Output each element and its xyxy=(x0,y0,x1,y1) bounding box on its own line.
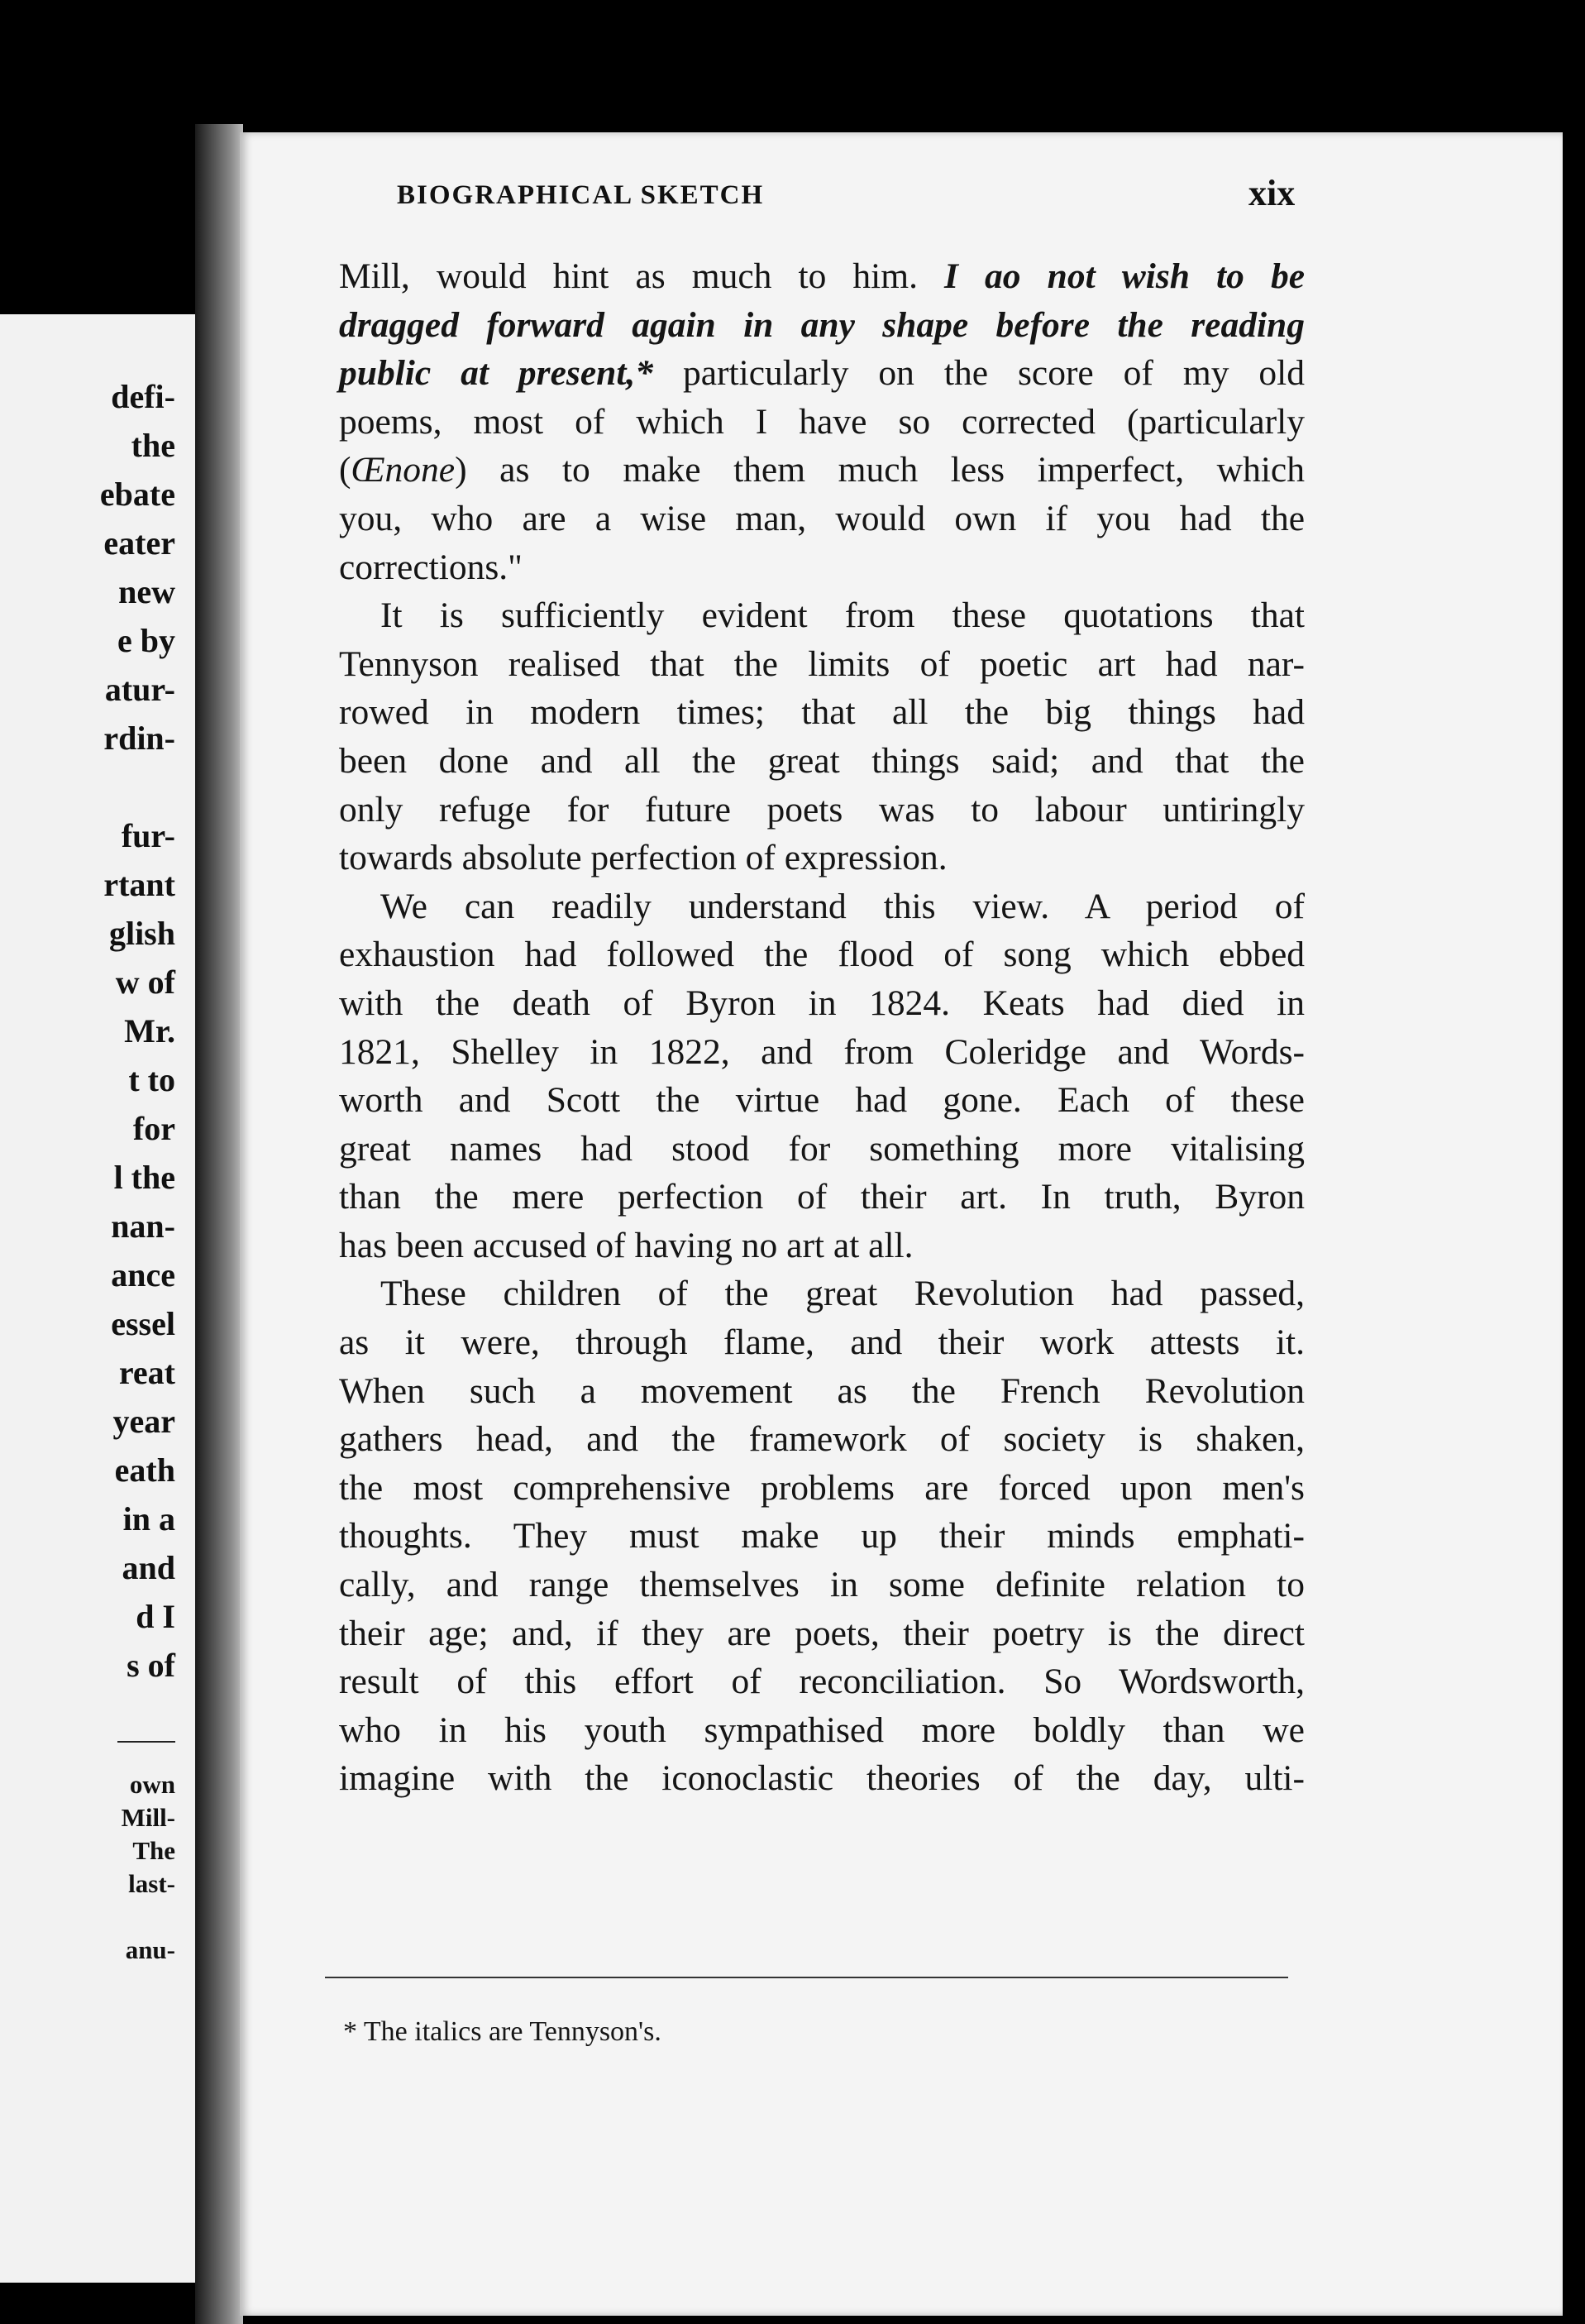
text-line: These children of the great Revolution had passed, xyxy=(380,1274,1305,1314)
left-text-line: and xyxy=(122,1549,175,1586)
left-text-line: fur- xyxy=(121,817,175,854)
text-line: cally, and range themselves in some definite relation to xyxy=(339,1565,1305,1605)
left-text-line: atur- xyxy=(104,671,175,708)
left-text-line: year xyxy=(112,1403,175,1440)
page-number: xix xyxy=(1248,173,1296,213)
left-text-line: reat xyxy=(118,1354,175,1391)
body-text xyxy=(339,252,1305,1803)
left-text-line xyxy=(100,763,175,811)
text-line: dragged forward again in any shape before the reading xyxy=(339,304,1305,345)
text-line: gathers head, and the framework of society is shaken, xyxy=(339,1419,1305,1460)
text-line: their age; and, if they are poets, their poetry is the direct xyxy=(339,1613,1305,1653)
text-line: It is sufficiently evident from these quotations that xyxy=(380,595,1305,636)
left-text-line: s of xyxy=(127,1647,175,1684)
text-line: thoughts. They must make up their minds emphati- xyxy=(339,1516,1305,1557)
text-line: (Œnone) as to make them much less imperfect, which xyxy=(339,450,1305,490)
left-text-line: t to xyxy=(128,1061,175,1098)
left-text-line: glish xyxy=(108,915,175,952)
left-page-footnote xyxy=(122,1768,175,1967)
left-text-line: for xyxy=(132,1110,175,1147)
left-text-line: defi- xyxy=(111,378,175,415)
left-text-line: Mr. xyxy=(124,1012,175,1050)
left-text-line: new xyxy=(118,573,175,610)
left-text-line: own xyxy=(129,1770,175,1799)
left-text-line: ance xyxy=(111,1256,175,1294)
left-text-line: Mill- xyxy=(121,1803,175,1832)
text-line: corrections." xyxy=(339,547,523,587)
left-text-line: rdin- xyxy=(103,720,175,757)
paragraph-2 xyxy=(339,591,1305,882)
left-text-line: rtant xyxy=(103,866,175,903)
text-line: has been accused of having no art at all. xyxy=(339,1225,914,1265)
left-text-line: in a xyxy=(122,1500,175,1537)
text-line: who in his youth sympathised more boldly than we xyxy=(339,1710,1305,1750)
text-line: with the death of Byron in 1824. Keats had died in xyxy=(339,983,1305,1023)
left-text-line: l the xyxy=(113,1159,175,1196)
left-text-line: last- xyxy=(128,1869,175,1898)
text-line: We can readily understand this view. A period of xyxy=(380,886,1305,926)
book-gutter xyxy=(195,124,243,2324)
paragraph-3 xyxy=(339,882,1305,1270)
text-line: Mill, would hint as much to him. I ao not wish to be xyxy=(339,256,1306,296)
left-text-line: nan- xyxy=(111,1207,175,1245)
text-line: 1821, Shelley in 1822, and from Coleridge and Words- xyxy=(339,1031,1305,1072)
text-line: imagine with the iconoclastic theories of the day, ulti- xyxy=(339,1758,1305,1799)
text-line: great names had stood for something more vitalising xyxy=(339,1128,1305,1169)
text-line: Tennyson realised that the limits of poetic art had nar- xyxy=(339,643,1305,684)
left-text-line xyxy=(122,1901,175,1934)
text-line: exhaustion had followed the flood of song which ebbed xyxy=(339,935,1305,975)
paragraph-1 xyxy=(339,252,1305,591)
text-line: you, who are a wise man, would own if you had the xyxy=(339,498,1305,538)
text-line: public at present,* particularly on the score of my old xyxy=(339,353,1305,394)
left-text-line: w of xyxy=(115,964,175,1001)
text-line: poems, most of which I have so corrected (particularly xyxy=(339,401,1305,442)
text-line: result of this effort of reconciliation. So Wordsworth, xyxy=(339,1662,1305,1702)
left-text-line: the xyxy=(131,427,175,464)
text-line: as it were, through flame, and their work attests it. xyxy=(339,1322,1305,1363)
left-text-line: eater xyxy=(103,524,175,562)
running-head: BIOGRAPHICAL SKETCH xyxy=(397,180,765,210)
left-text-line: eath xyxy=(114,1451,175,1489)
left-text-line: essel xyxy=(111,1305,175,1342)
left-text-line: e by xyxy=(117,622,175,659)
text-line: worth and Scott the virtue had gone. Each of these xyxy=(339,1080,1305,1121)
text-line: rowed in modern times; that all the big things had xyxy=(339,692,1305,733)
left-footnote-rule xyxy=(117,1741,175,1743)
left-text-line: ebate xyxy=(99,476,175,513)
text-line: been done and all the great things said; and that the xyxy=(339,740,1305,781)
left-page-text xyxy=(100,372,175,1690)
left-text-line: d I xyxy=(136,1598,175,1635)
text-line: When such a movement as the French Revolution xyxy=(339,1370,1305,1411)
text-line: towards absolute perfection of expression. xyxy=(339,838,948,878)
paragraph-4 xyxy=(339,1270,1305,1803)
footnote-rule xyxy=(325,1977,1288,1978)
left-text-line: The xyxy=(132,1836,175,1865)
text-line: only refuge for future poets was to labour untiringly xyxy=(339,789,1305,830)
left-text-line: anu- xyxy=(125,1935,175,1964)
text-line: than the mere perfection of their art. In truth, Byron xyxy=(339,1177,1305,1217)
left-page-fragment xyxy=(0,314,198,2283)
footnote: * The italics are Tennyson's. xyxy=(343,2016,661,2047)
text-line: the most comprehensive problems are forced upon men's xyxy=(339,1467,1305,1508)
